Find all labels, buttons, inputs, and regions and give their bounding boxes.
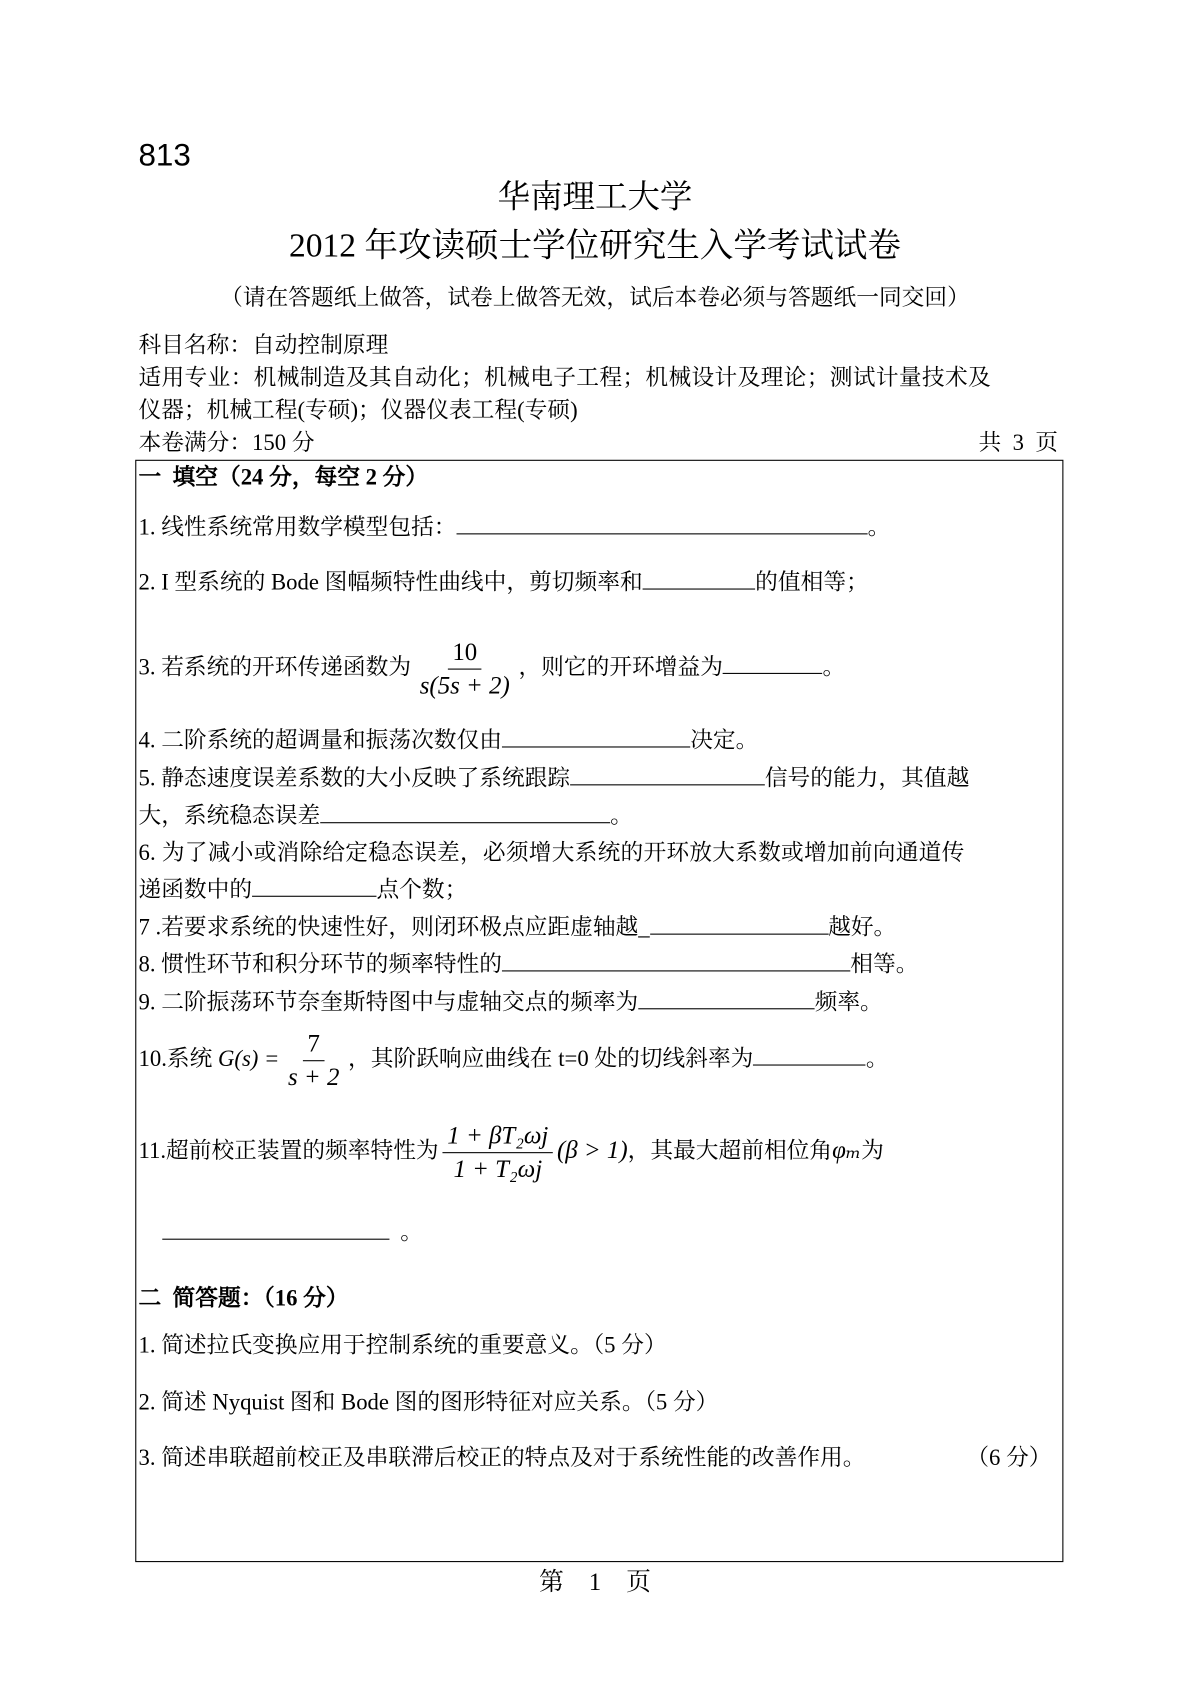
page-number: 第 1 页 [539,1568,651,1596]
section-2-title: 二 简答题：（16 分） [138,1285,349,1312]
question-3: 3. 若系统的开环传递函数为 $\frac{10}{s(5s + 2)}$ ，则它的开环增益为 。 [138,636,845,702]
exam-title: 2012 年攻读硕士学位研究生入学考试试卷 [288,226,902,264]
question-4: 4. 二阶系统的超调量和振荡次数仅由 决定。 [138,725,758,754]
short-question-1: 1. 简述拉氏变换应用于控制系统的重要意义。（5 分） [138,1331,667,1358]
question-6-cont: 递函数中的 点个数； [138,874,467,903]
question-11-answer: 。 [162,1217,423,1246]
answer-blank[interactable] [643,567,756,590]
question-8: 8. 惯性环节和积分环节的频率特性的 相等。 [138,949,918,978]
exam-code: 813 [138,138,191,174]
answer-blank[interactable] [162,1217,389,1240]
answer-blank[interactable] [502,949,850,972]
answer-blank[interactable] [457,512,868,535]
short-question-2: 2. 简述 Nyquist 图和 Bode 图的图形特征对应关系。（5 分） [138,1389,719,1415]
question-1: 1. 线性系统常用数学模型包括： 。 [138,512,890,541]
majors-line-1: 适用专业：机械制造及其自动化；机械电子工程；机械设计及理论；测试计量技术及 [138,364,992,391]
question-5-cont: 大，系统稳态误差 。 [138,801,632,830]
answer-blank[interactable] [252,874,376,897]
question-5: 5. 静态速度误差系数的大小反映了系统跟踪 信号的能力，其值越 [138,763,969,792]
question-2: 2. I 型系统的 Bode 图幅频特性曲线中，剪切频率和 的值相等； [138,567,868,596]
answer-blank[interactable] [320,801,610,824]
question-9: 9. 二阶振荡环节奈奎斯特图中与虚轴交点的频率为 频率。 [138,987,882,1016]
total-pages: 共 3 页 [978,429,1059,456]
question-11: 11.超前校正装置的频率特性为 $\frac{\text{1 + βT₂ωj}}{\text{1 + T₂ωj}}$ (β > 1)，其最大超前相位角φₘ为 [138,1120,883,1186]
question-7: 7 .若要求系统的快速性好，则闭环极点应距虚轴越_ 越好。 [138,912,896,941]
question-10: 10.系统 G(s) = $\frac{7}{s + 2}$ ，其阶跃响应曲线在 t=0 处的切线斜率为 。 [138,1028,888,1094]
majors-line-2: 仪器；机械工程(专硕)；仪器仪表工程(专硕) [138,397,578,423]
answer-blank[interactable] [502,725,690,748]
short-question-3-score: （6 分） [966,1444,1052,1471]
section-1-title: 一 填空（24 分，每空 2 分） [138,464,429,491]
question-6: 6. 为了减小或消除给定稳态误差，必须增大系统的开环放大系数或增加前向通道传 [138,839,965,866]
answer-blank[interactable] [723,652,823,675]
answer-blank[interactable] [638,987,814,1010]
answer-blank[interactable] [570,763,765,786]
answer-blank[interactable] [650,912,828,935]
answer-blank[interactable] [753,1043,866,1066]
subject-name: 科目名称：自动控制原理 [138,332,389,359]
exam-notice: （请在答题纸上做答，试卷上做答无效，试后本卷必须与答题纸一同交回） [220,284,970,311]
university-name: 华南理工大学 [497,179,693,216]
short-question-3: 3. 简述串联超前校正及串联滞后校正的特点及对于系统性能的改善作用。 [138,1444,866,1471]
full-score: 本卷满分：150 分 [138,429,315,456]
